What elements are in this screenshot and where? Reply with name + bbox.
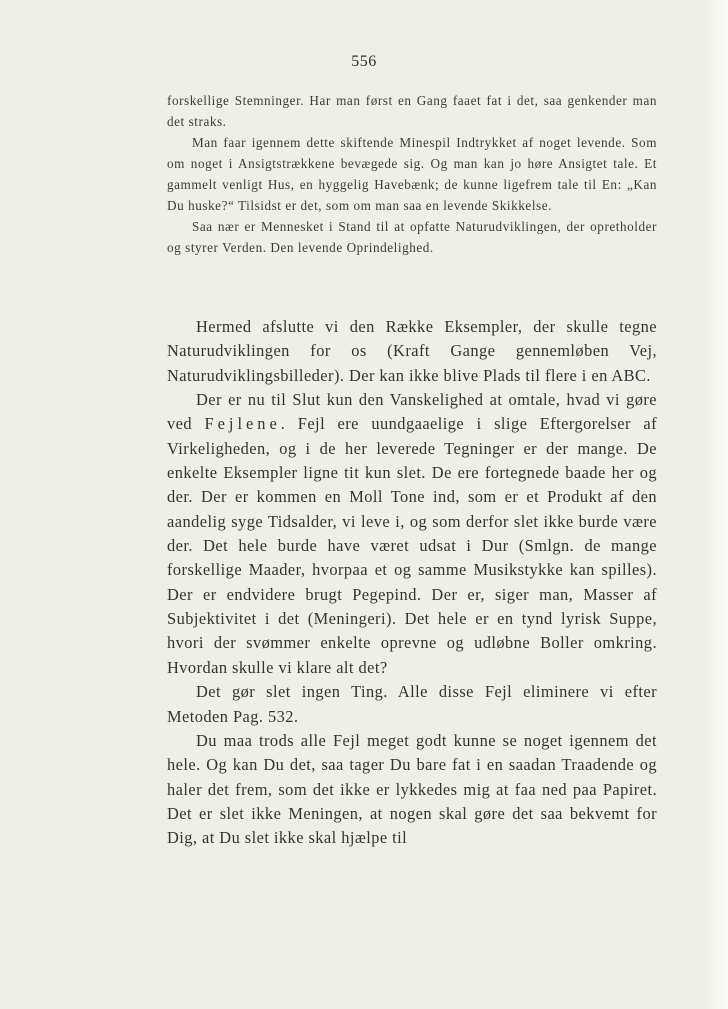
paragraph-fejlene bbox=[167, 388, 657, 680]
paragraph-fejlene-before: Der er nu til Slut kun den Vanskelighed at omtale, hvad vi gøre ved bbox=[167, 390, 657, 434]
paragraph-hermed: Hermed afslutte vi den Række Eksempler, der skulle tegne Naturudviklingen for os (Kraft Gange gennemløben Vej, Naturudviklingsbilleder). Der kan ikke blive Plads til flere i en ABC. bbox=[167, 317, 657, 385]
paragraph-continuation: forskellige Stemninger. Har man først en Gang faaet fat i det, saa genkender man det straks. bbox=[167, 93, 657, 129]
paragraph-metoden: Det gør slet ingen Ting. Alle disse Fejl eliminere vi efter Metoden Pag. 532. bbox=[167, 682, 657, 726]
paragraph-trods-fejl: Du maa trods alle Fejl meget godt kunne se noget igennem det hele. Og kan Du det, saa tager Du bare fat i en saadan Traadende og haler det frem, som det ikke er lykkedes mig at faa ned paa Papiret. Det er slet ikke Meningen, at nogen skal gøre det saa bekvemt for Dig, at Du slet ikke skal hjælpe til bbox=[167, 730, 657, 848]
lower-text-block bbox=[167, 315, 657, 851]
paragraph-minespil: Man faar igennem dette skiftende Minespil Indtrykket af noget levende. Som om noget i Ansigtstrækkene bevægede sig. Og man kan jo høre Ansigtet tale. Et gammelt venligt Hus, en hyggelig Havebænk; de kunne ligefrem tale til En: „Kan Du huske?“ Tilsidst er det, som om man saa en levende Skikkelse. bbox=[167, 135, 657, 213]
upper-text-block bbox=[167, 90, 657, 258]
paragraph-fejlene-after: . Fejl ere uundgaaelige i slige Eftergorelser af Virkeligheden, og i de her leverede Tegninger er der mange. De enkelte Eksempler ligne tit kun slet. De ere fortegnede baade her og der. Der er kommen en Moll Tone ind, som er et Produkt af den aandelig syge Tidsalder, vi leve i, og som derfor slet ikke burde være der. Det hele burde have været udsat i Dur (Smlgn. de mange forskellige Maader, hvorpaa et og samme Musikstykke kan spilles). Der er endvidere brugt Pegepind. Der er, siger man, Masser af Subjektivitet i det (Meningeri). Det hele er en tynd lyrisk Suppe, hvori der svømmer enkelte oprevne og udløbne Boller omkring. Hvordan skulle vi klare alt det? bbox=[167, 414, 657, 677]
page-number: 556 bbox=[351, 53, 377, 70]
page-edge-shading bbox=[706, 0, 728, 1009]
spaced-word-fejlene: Fejlene bbox=[204, 414, 281, 434]
paragraph-oprindelighed: Saa nær er Mennesket i Stand til at opfatte Naturudviklingen, der opretholder og styrer Verden. Den levende Oprindelighed. bbox=[167, 219, 657, 255]
